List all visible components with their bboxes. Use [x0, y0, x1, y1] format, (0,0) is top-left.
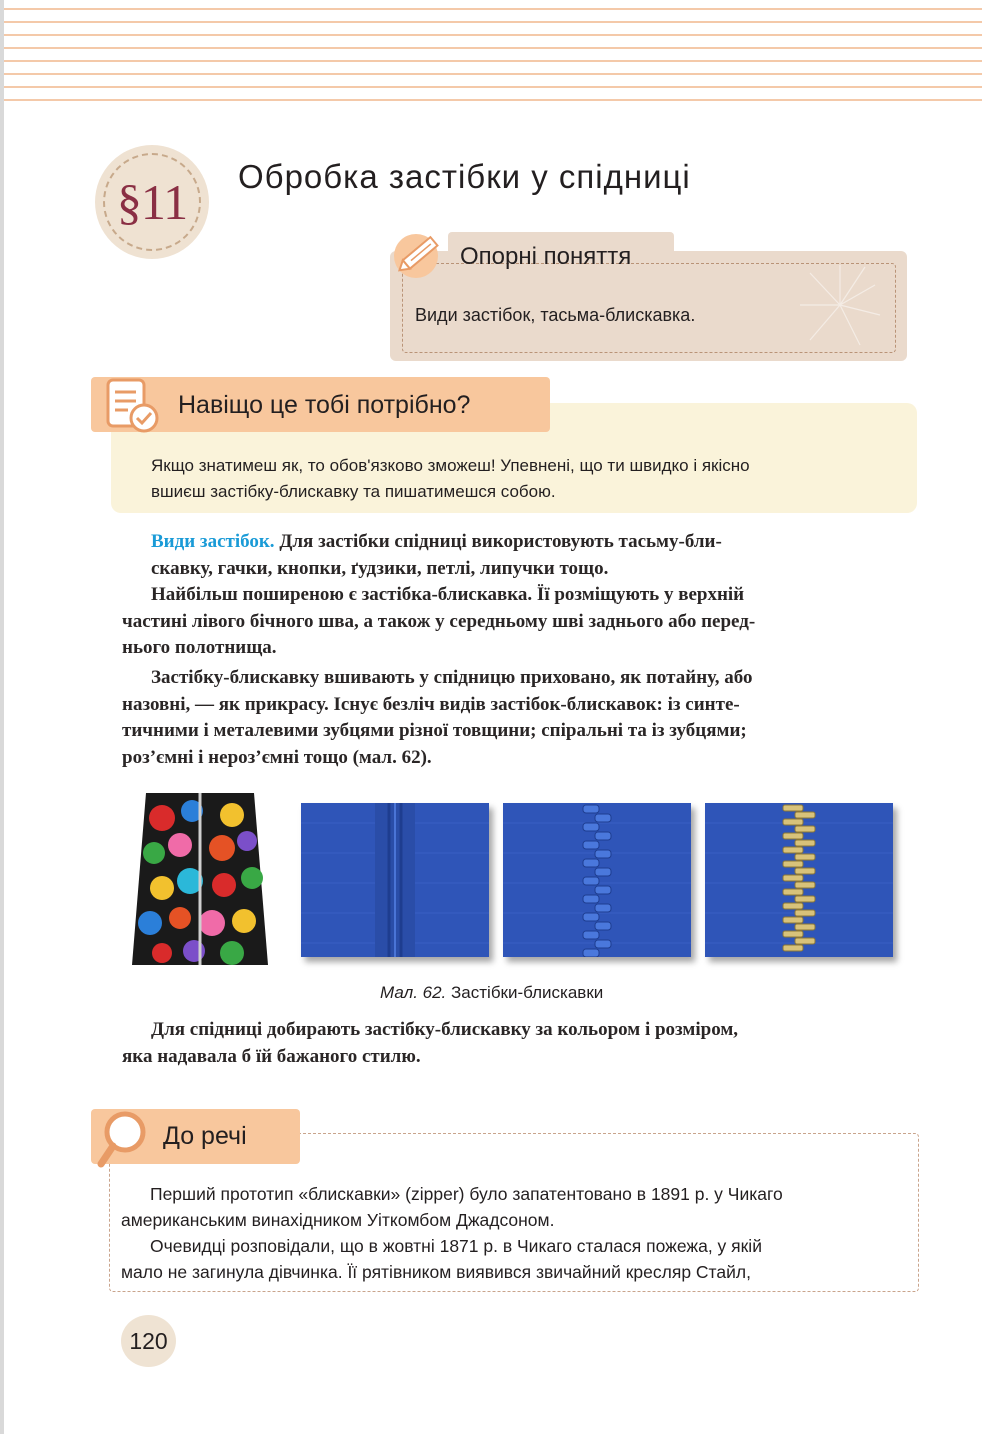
- body-paragraph-2: [122, 582, 756, 662]
- section-number: §11: [116, 174, 188, 230]
- body-line: Застібку-блискавку вшивають у спідницю приховано, як потайну, або: [151, 667, 753, 688]
- note-line: Перший прототип «блискавки» (zipper) було запатентовано в 1891 р. у Чикаго: [150, 1184, 783, 1204]
- section-seal: [95, 145, 209, 259]
- why-heading: Навіщо це тобі потрібно?: [178, 391, 471, 419]
- body-line: скавку, гачки, кнопки, ґудзики, петлі, липучки тощо.: [151, 557, 609, 579]
- checklist-icon: [98, 372, 164, 438]
- page-number: 120: [129, 1327, 168, 1354]
- body-line: Для застібки спідниці використовують тасьму-бли-: [274, 531, 722, 552]
- note-line: американським винахідником Уіткомбом Джадсоном.: [121, 1210, 555, 1230]
- figure-label: Мал. 62.: [380, 983, 447, 1002]
- skirt-photo: [132, 793, 268, 971]
- dandelion-decoration: [780, 255, 890, 355]
- zipper-photo-plastic: [503, 803, 691, 957]
- body-line: Для спідниці добирають застібку-блискавку за кольором і розміром,: [151, 1019, 739, 1040]
- zipper-photo-metal: [705, 803, 893, 957]
- body-line: частині лівого бічного шва, а також у середньому шві заднього або перед-: [122, 610, 756, 632]
- why-text: [151, 453, 911, 505]
- body-line: тичними і металевими зубцями різної товщини; спіральні та із зубцями;: [122, 720, 747, 741]
- body-line: яка надавала б їй бажаного стилю.: [122, 1045, 421, 1067]
- by-the-way-heading: До речі: [163, 1122, 247, 1150]
- note-line: мало не загинула дівчинка. Її рятівником виявився звичайний кресляр Стайл,: [121, 1262, 751, 1282]
- body-paragraph-3: [122, 665, 753, 771]
- keyword-fastener-types: Види застібок.: [151, 531, 275, 552]
- body-paragraph-1: [151, 529, 722, 582]
- body-line: роз’ємні і нероз’ємні тощо (мал. 62).: [122, 746, 432, 768]
- by-the-way-text: [121, 1181, 911, 1285]
- pencil-icon: [392, 224, 450, 280]
- magnifier-icon: [93, 1106, 157, 1170]
- key-concepts-heading: Опорні поняття: [460, 243, 632, 270]
- header-stripes: [4, 0, 982, 112]
- body-line: Найбільш поширеною є застібка-блискавка. Її розміщують у верхній: [151, 584, 745, 605]
- why-line: вшиєш застібку-блискавку та пишатимешся собою.: [151, 482, 556, 501]
- page-title: Обробка застібки у спідниці: [238, 158, 691, 195]
- note-line: Очевидці розповідали, що в жовтні 1871 р. в Чикаго сталася пожежа, у якій: [150, 1236, 762, 1256]
- body-line: нього полотнища.: [122, 637, 277, 658]
- key-concepts-text: Види застібок, тасьма-блискавка.: [415, 305, 696, 325]
- why-line: Якщо знатимеш як, то обов'язково зможеш! Упевнені, що ти швидко і якісно: [151, 456, 750, 475]
- page-edge: [0, 0, 4, 1434]
- body-line: назовні, — як прикрасу. Існує безліч видів застібок-блискавок: із синте-: [122, 693, 740, 715]
- figure-caption-text: Застібки-блискавки: [451, 983, 604, 1002]
- zipper-photo-concealed: [301, 803, 489, 957]
- body-paragraph-4: [122, 1017, 739, 1070]
- figure-caption: [380, 983, 603, 1003]
